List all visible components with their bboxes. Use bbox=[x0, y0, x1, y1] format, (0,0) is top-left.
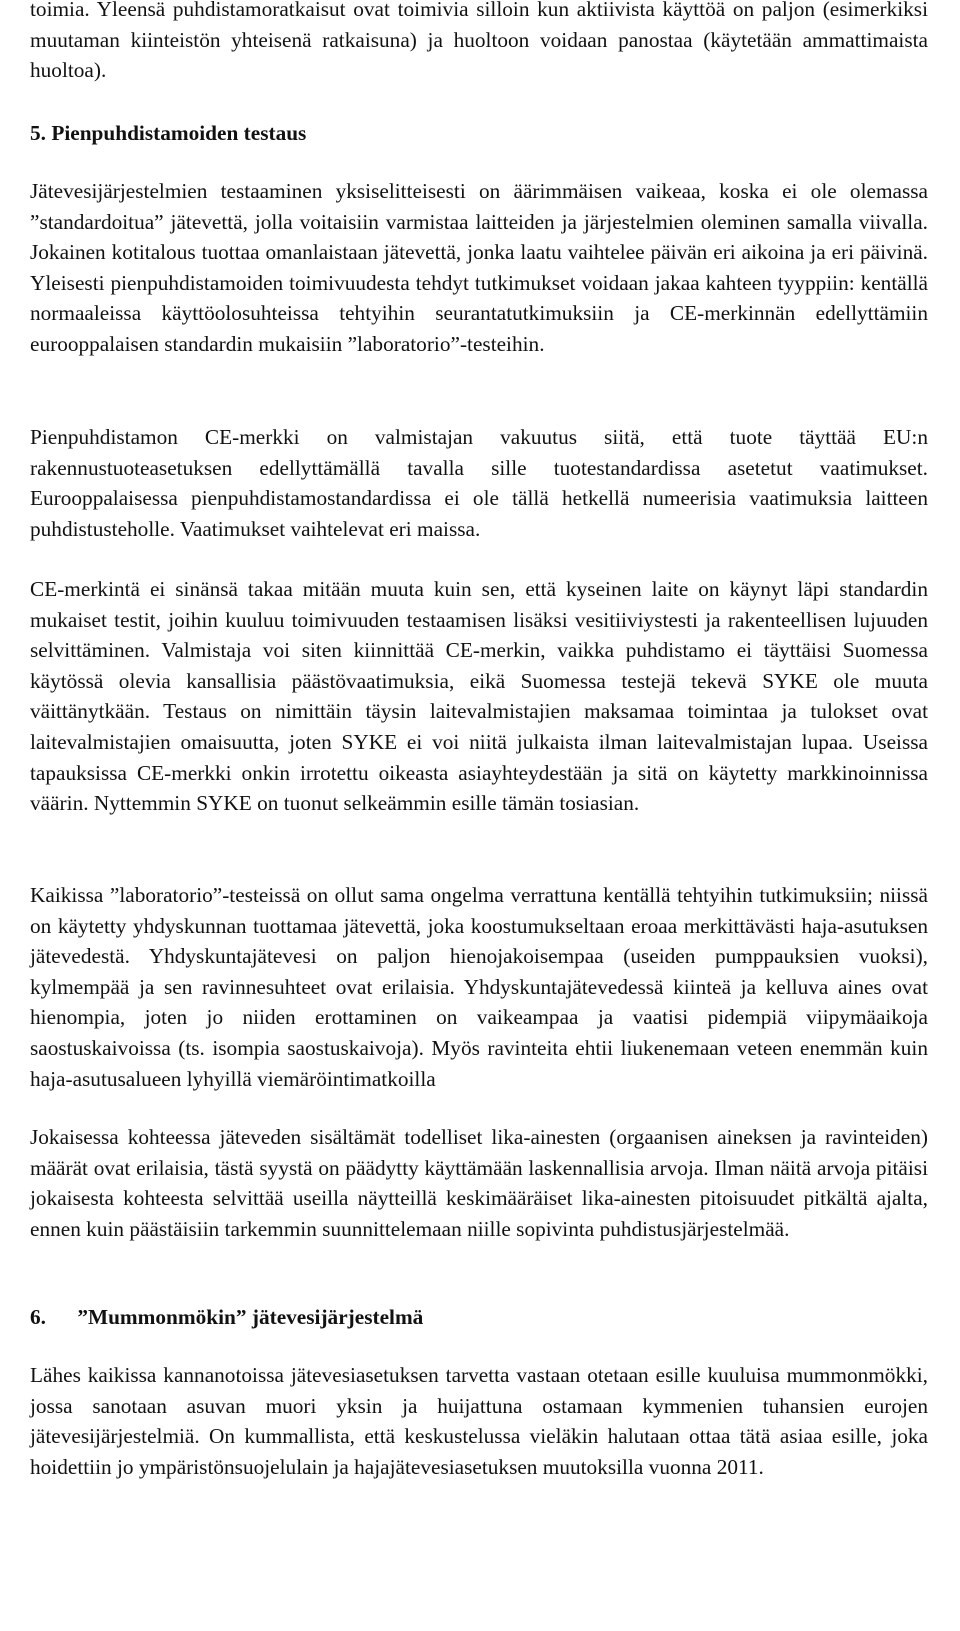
paragraph-ce-marking-meaning: CE-merkintä ei sinänsä takaa mitään muuta kuin sen, että kyseinen laite on käynyt läpi standardin mukaiset testit, joihin kuuluu toimivuuden testaamisen lisäksi vesitiiviystesti ja rakenteellisen lujuuden selvittäminen. Valmistaja voi siten kiinnittää CE-merkin, vaikka puhdistamo ei täyttäisi Suomessa käytössä olevia kansallisia päästövaatimuksia, eikä Suomessa testejä tekevä SYKE ole muuta väittänytkään. Testaus on nimittäin täysin laitevalmistajien maksamaa toimintaa ja tulokset ovat laitevalmistajien omaisuutta, joten SYKE ei voi niitä julkaista ilman laitevalmistajan lupaa. Useissa tapauksissa CE-merkki onkin irrotettu oikeasta asiayhteydestään ja sitä on käytetty markkinoinnissa väärin. Nyttemmin SYKE on tuonut selkeämmin esille tämän tosiasian. bbox=[30, 577, 928, 816]
paragraph-ce-mark: Pienpuhdistamon CE-merkki on valmistajan vakuutus siitä, että tuote täyttää EU:n rakennustuoteasetuksen edellyttämällä tavalla sille tuotestandardissa asetetut vaatimukset. Eurooppalaisessa pienpuhdistamostandardissa ei ole tällä hetkellä numeerisia vaatimuksia laitteen puhdistusteholle. Vaatimukset vaihtelevat eri maissa. bbox=[30, 425, 928, 541]
section-heading-5 bbox=[30, 118, 928, 149]
section-number: 6. bbox=[30, 1305, 46, 1329]
paragraph-laboratory-tests: Kaikissa ”laboratorio”-testeissä on ollut sama ongelma verrattuna kentällä tehtyihin tutkimuksiin; niissä on käytetty yhdyskunnan tuottamaa jätevettä, joka koostumukseltaan eroaa merkittävästi haja-asutuksen jätevedestä. Yhdyskuntajätevesi on paljon hienojakoisempaa (useiden pumppauksien vuoksi), kylmempää ja sen ravinnesuhteet ovat erilaisia. Yhdyskuntajätevedessä kiinteä ja kelluva aines ovat hienompia, joten jo niiden erottaminen on vaikeampaa ja vaatisi pidempiä viipymäaikoja saostuskaivoissa (ts. isompia saostuskaivoja). Myös ravinteita ehtii liukenemaan veteen enemmän kuin haja-asutusalueen lyhyillä viemäröintimatkoilla bbox=[30, 883, 928, 1091]
paragraph-calculated-values: Jokaisessa kohteessa jäteveden sisältämät todelliset lika-ainesten (orgaanisen aineksen ja ravinteiden) määrät ovat erilaisia, tästä syystä on päädytty käyttämään laskennallisia arvoja. Ilman näitä arvoja pitäisi jokaisesta kohteesta selvittää useilla näytteillä keskimääräiset lika-ainesten pitoisuudet pitkältä ajalta, ennen kuin päästäisiin tarkemmin suunnittelemaan niille sopivinta puhdistusjärjestelmää. bbox=[30, 1125, 928, 1241]
paragraph-testing-difficulty: Jätevesijärjestelmien testaaminen yksiselitteisesti on äärimmäisen vaikeaa, koska ei ole olemassa ”standardoitua” jätevettä, jolla voitaisiin varmistaa laitteiden ja järjestelmien oleminen samalla viivalla. Jokainen kotitalous tuottaa omanlaistaan jätevettä, jonka laatu vaihtelee päivän eri aikoina ja eri päivinä. Yleisesti pienpuhdistamoiden toimivuudesta tehdyt tutkimukset voidaan jakaa kahteen tyyppiin: kentällä normaaleissa käyttöolosuhteissa tehtyihin seurantatutkimuksiin ja CE-merkinnän edellyttämiin eurooppalaisen standardin mukaisiin ”laboratorio”-testeihin. bbox=[30, 179, 928, 356]
paragraph-grandma-cottage: Lähes kaikissa kannanotoissa jätevesiasetuksen tarvetta vastaan otetaan esille kuuluisa mummonmökki, jossa sanotaan asuvan muori yksin ja huijattuna ostamaan kymmenien tuhansien eurojen jätevesijärjestelmiä. On kummallista, että keskustelussa vieläkin halutaan ottaa tätä asiaa esille, joka hoidettiin jo ympäristönsuojelulain ja hajajätevesiasetuksen muutoksilla vuonna 2011. bbox=[30, 1363, 928, 1479]
section-heading-6 bbox=[30, 1302, 928, 1333]
section-title: ”Mummonmökin” jätevesijärjestelmä bbox=[77, 1305, 424, 1329]
paragraph-intro-continuation: toimia. Yleensä puhdistamoratkaisut ovat toimivia silloin kun aktiivista käyttöä on paljon (esimerkiksi muutaman kiinteistön yhteisenä ratkaisuna) ja huoltoon voidaan panostaa (käytetään ammattimaista huoltoa). bbox=[30, 0, 928, 83]
section-title: Pienpuhdistamoiden testaus bbox=[51, 121, 307, 145]
section-number: 5. bbox=[30, 121, 46, 145]
